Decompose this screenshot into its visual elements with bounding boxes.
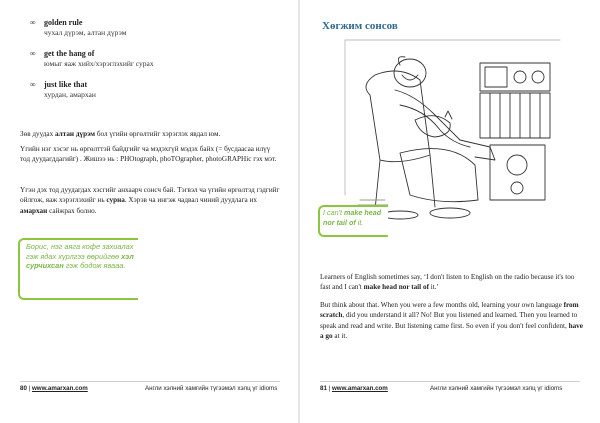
glossary-item: [30, 18, 270, 38]
page-number: 81: [320, 385, 327, 392]
glossary-list: [30, 18, 270, 111]
bold-phrase: хэл сурчихсан: [26, 251, 134, 271]
infinity-bullet-icon: ∞: [30, 80, 36, 89]
bold-phrase: алтан дүрэм: [55, 130, 96, 138]
glossary-translation: хурдан, амархан: [44, 90, 96, 99]
paragraph-listen-advice: Үгэн дэх тод дуудагдах хэсгийг анхаарч сонсч бай. Тэгвэл ча үгийн өргөлтэд гэдгийг ойлгож, яаж хэрэглэхийг нь сурна. Хэрэв ча ингэж чадвал чиний дуудлага их амархан сайжрах болно.: [20, 186, 280, 215]
infinity-bullet-icon: ∞: [30, 49, 36, 58]
book-title: Англи хэлний хамгийн түгээмэл хэлц үг idioms: [430, 385, 563, 392]
glossary-translation: чухал дүрэм, алтан дүрэм: [44, 28, 127, 37]
footer-right: [320, 385, 580, 392]
glossary-item: [30, 80, 270, 100]
book-title: Англи хэлний хамгийн түгээмэл хэлц үг idioms: [145, 385, 278, 392]
bold-phrase: have a go: [320, 321, 583, 341]
page-title: Хөгжим сонсов: [322, 20, 398, 32]
footer-left: [20, 385, 280, 392]
footer-separator: |: [28, 385, 31, 392]
site-link[interactable]: www.amarxan.com: [331, 385, 388, 392]
bold-phrase: make head nor tail of: [363, 283, 429, 292]
callout-boris: Борис, нэг аяга кофе захиалах гэж ядах хүрлгээ өөрийгөө хэл сурчихсан гэж бодож явааа.: [26, 242, 134, 271]
footer-divider: [20, 381, 280, 382]
paragraph-stress-example: Үгийн нэг хэсэг нь өргөлттэй байдгийг ча мэдэхгүй мэдэх байх (= бусдаасаа илүү тод дуудагддагийг) . Жишээ нь : PHOtograph, phoTOgrapher, photoGRAPHic гэх мэт.: [20, 145, 277, 164]
paragraph-golden-rule: Зөв дуудах алтан дүрэм бол үгийн өргөлтийг хэрэглэх явдал юм.: [20, 130, 221, 138]
paragraph-think-about: But think about that. When you were a few months old, learning your own language from scratch, did you understand it all? No! But you listened and learned. Then you learned to speak and read and write. But listening came first. So even if you don't feel confident, have a go at it.: [320, 301, 583, 341]
bold-phrase: сурна: [106, 196, 125, 205]
glossary-term: golden rule: [44, 18, 83, 27]
site-link[interactable]: www.amarxan.com: [31, 385, 88, 392]
page-gutter: [298, 0, 300, 423]
bold-phrase: амархан: [20, 206, 48, 215]
infinity-bullet-icon: ∞: [30, 18, 36, 27]
bold-phrase: make head nor tail of: [323, 208, 382, 227]
glossary-term: just like that: [44, 80, 88, 89]
footer-divider: [320, 381, 580, 382]
paragraph-learners: Learners of English sometimes say, ‘I don't listen to English on the radio because it's too fast and I can't make head nor tail of it.’: [320, 273, 575, 292]
glossary-term: get the hang of: [44, 49, 95, 58]
callout-idiom: I can't make head nor tail of it.: [323, 208, 382, 227]
page-number: 80: [20, 385, 27, 392]
glossary-translation: юмыг яаж хийх/хэрэглэхийг сурах: [44, 59, 154, 68]
bold-phrase: from scratch: [320, 301, 579, 320]
sleeping-man-illustration: [340, 35, 565, 225]
glossary-item: [30, 49, 270, 69]
footer-separator: |: [328, 385, 331, 392]
